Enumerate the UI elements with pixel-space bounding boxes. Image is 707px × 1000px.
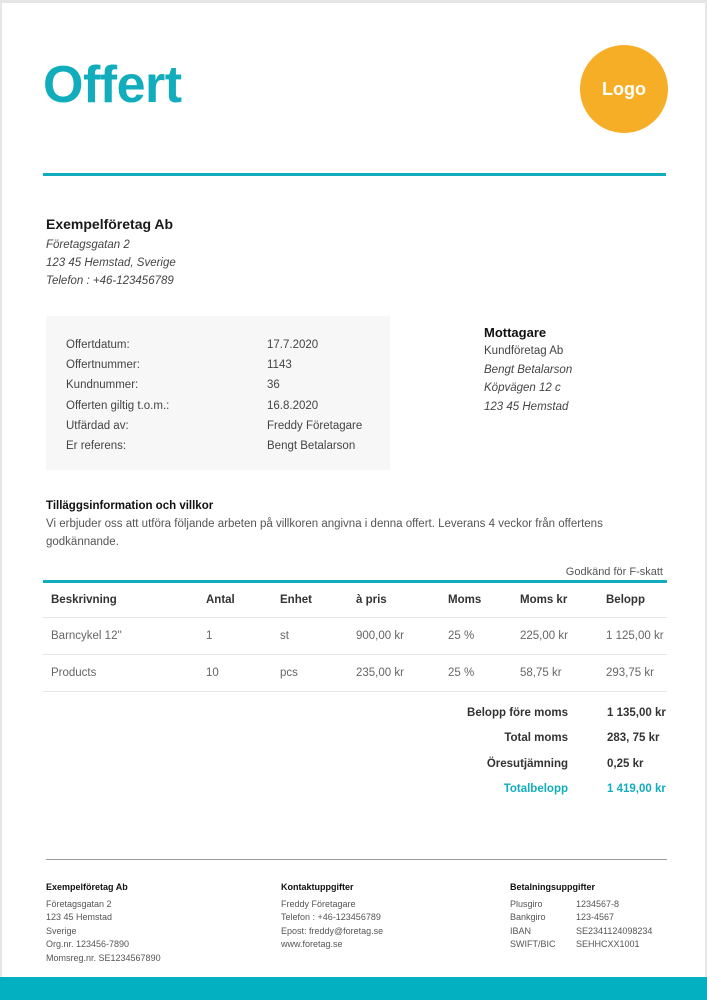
cell-quantity: 1 bbox=[198, 618, 272, 655]
document-title: Offert bbox=[43, 56, 182, 114]
footer-company-line: Företagsgatan 2 bbox=[46, 898, 112, 909]
table-row bbox=[43, 618, 667, 655]
footer-divider bbox=[46, 859, 667, 860]
col-unit-price: à pris bbox=[356, 594, 387, 606]
cell-vat: 25 % bbox=[440, 618, 512, 655]
line-items-table bbox=[43, 580, 667, 692]
cell-vat: 25 % bbox=[440, 655, 512, 692]
meta-label: Kundnummer: bbox=[66, 379, 139, 392]
payment-row bbox=[510, 925, 652, 939]
fskatt-note: Godkänd för F-skatt bbox=[565, 566, 663, 578]
meta-value: 36 bbox=[267, 379, 280, 392]
meta-value: 16.8.2020 bbox=[267, 399, 319, 412]
payment-label: SWIFT/BIC bbox=[510, 939, 556, 949]
cell-description: Products bbox=[43, 655, 198, 692]
payment-label: IBAN bbox=[510, 925, 532, 936]
cell-vat-amount: 58,75 kr bbox=[512, 655, 598, 692]
total-label: Belopp före moms bbox=[467, 706, 568, 719]
sender-street: Företagsgatan 2 bbox=[46, 239, 130, 251]
sender-block bbox=[46, 216, 176, 290]
total-value: 1 419,00 kr bbox=[607, 783, 666, 796]
cell-unit-price: 900,00 kr bbox=[348, 618, 440, 655]
cell-unit-price: 235,00 kr bbox=[348, 655, 440, 692]
cell-vat-amount: 225,00 kr bbox=[512, 618, 598, 655]
meta-row-valid-until bbox=[66, 396, 390, 416]
meta-value: 17.7.2020 bbox=[267, 339, 319, 351]
payment-row bbox=[510, 911, 652, 925]
footer-contact-line: Freddy Företagare bbox=[281, 898, 356, 909]
header-divider bbox=[43, 173, 666, 176]
total-row-grand bbox=[402, 777, 672, 803]
recipient-heading: Mottagare bbox=[484, 325, 547, 340]
cell-quantity: 10 bbox=[198, 655, 272, 692]
meta-row-date bbox=[66, 335, 390, 355]
footer-contact-line: Epost: freddy@foretag.se bbox=[281, 925, 384, 936]
cell-amount: 293,75 kr bbox=[598, 655, 667, 692]
footer-company bbox=[46, 881, 161, 965]
terms-body: Vi erbjuder oss att utföra följande arbeten på villkoren angivna i denna offert. Leverans 4 veckor från offertens godkännande. bbox=[46, 518, 603, 548]
payment-value: 123-4567 bbox=[576, 912, 615, 922]
total-row-net bbox=[402, 700, 672, 726]
payment-row bbox=[510, 938, 652, 952]
footer-company-line: Momsreg.nr. SE1234567890 bbox=[46, 952, 161, 963]
payment-row bbox=[510, 898, 652, 912]
table-header-row bbox=[43, 582, 667, 618]
footer-company-line: Sverige bbox=[46, 925, 77, 936]
meta-row-customer-number bbox=[66, 375, 390, 395]
footer-company-line: 123 45 Hemstad bbox=[46, 912, 113, 922]
meta-label: Er referens: bbox=[66, 440, 127, 453]
cell-unit: pcs bbox=[272, 655, 348, 692]
footer-color-bar bbox=[0, 977, 707, 1000]
footer-contact-line: Telefon : +46-123456789 bbox=[281, 912, 381, 922]
recipient-contact: Bengt Betalarson bbox=[484, 363, 573, 376]
total-row-vat bbox=[402, 726, 672, 752]
footer-company-heading: Exempelföretag Ab bbox=[46, 882, 128, 892]
recipient-block bbox=[484, 325, 572, 416]
footer-company-line: Org.nr. 123456-7890 bbox=[46, 939, 130, 949]
meta-value: Bengt Betalarson bbox=[267, 440, 356, 453]
meta-label: Utfärdad av: bbox=[66, 419, 129, 432]
logo-badge bbox=[580, 45, 668, 133]
terms-section bbox=[46, 500, 606, 551]
meta-value: 1143 bbox=[267, 359, 292, 372]
col-vat-amount: Moms kr bbox=[520, 594, 568, 606]
sender-phone: Telefon : +46-123456789 bbox=[46, 275, 174, 287]
col-vat: Moms bbox=[448, 594, 482, 606]
footer-contact-heading: Kontaktuppgifter bbox=[281, 882, 354, 892]
recipient-city: 123 45 Hemstad bbox=[484, 400, 569, 413]
footer-payment-heading: Betalningsuppgifter bbox=[510, 882, 595, 892]
recipient-street: Köpvägen 12 c bbox=[484, 382, 561, 394]
terms-heading: Tilläggsinformation och villkor bbox=[46, 500, 214, 512]
total-value: 0,25 kr bbox=[607, 757, 644, 770]
quote-page bbox=[2, 3, 705, 1000]
total-value: 1 135,00 kr bbox=[607, 706, 666, 719]
meta-row-reference bbox=[66, 436, 390, 456]
cell-unit: st bbox=[272, 618, 348, 655]
payment-value: 1234567-8 bbox=[576, 898, 620, 909]
meta-value: Freddy Företagare bbox=[267, 419, 363, 432]
logo-label: Logo bbox=[602, 78, 646, 99]
meta-row-number bbox=[66, 355, 390, 375]
col-amount: Belopp bbox=[606, 594, 645, 606]
meta-label: Offertnummer: bbox=[66, 359, 140, 372]
recipient-company: Kundföretag Ab bbox=[484, 345, 564, 357]
footer-contact bbox=[281, 881, 383, 952]
meta-label: Offerten giltig t.o.m.: bbox=[66, 399, 170, 412]
footer-payment bbox=[510, 881, 652, 952]
total-label: Totalbelopp bbox=[503, 783, 568, 796]
payment-label: Bankgiro bbox=[510, 912, 546, 922]
quote-details-box bbox=[46, 316, 390, 470]
meta-row-issued-by bbox=[66, 416, 390, 436]
totals-block bbox=[402, 700, 672, 802]
cell-amount: 1 125,00 kr bbox=[598, 618, 667, 655]
total-label: Total moms bbox=[504, 732, 568, 745]
total-label: Öresutjämning bbox=[486, 757, 568, 770]
col-quantity: Antal bbox=[206, 594, 235, 606]
sender-name: Exempelföretag Ab bbox=[46, 216, 174, 232]
cell-description: Barncykel 12'' bbox=[43, 618, 198, 655]
col-description: Beskrivning bbox=[51, 594, 117, 606]
meta-label: Offertdatum: bbox=[66, 339, 130, 351]
payment-value: SEHHCXX1001 bbox=[576, 939, 640, 949]
table-row bbox=[43, 655, 667, 692]
total-row-rounding bbox=[402, 751, 672, 777]
total-value: 283, 75 kr bbox=[607, 732, 660, 745]
payment-value: SE2341124098234 bbox=[576, 925, 653, 936]
footer-contact-line: www.foretag.se bbox=[281, 939, 343, 949]
payment-label: Plusgiro bbox=[510, 898, 543, 909]
col-unit: Enhet bbox=[280, 594, 312, 606]
sender-city: 123 45 Hemstad, Sverige bbox=[46, 257, 176, 269]
